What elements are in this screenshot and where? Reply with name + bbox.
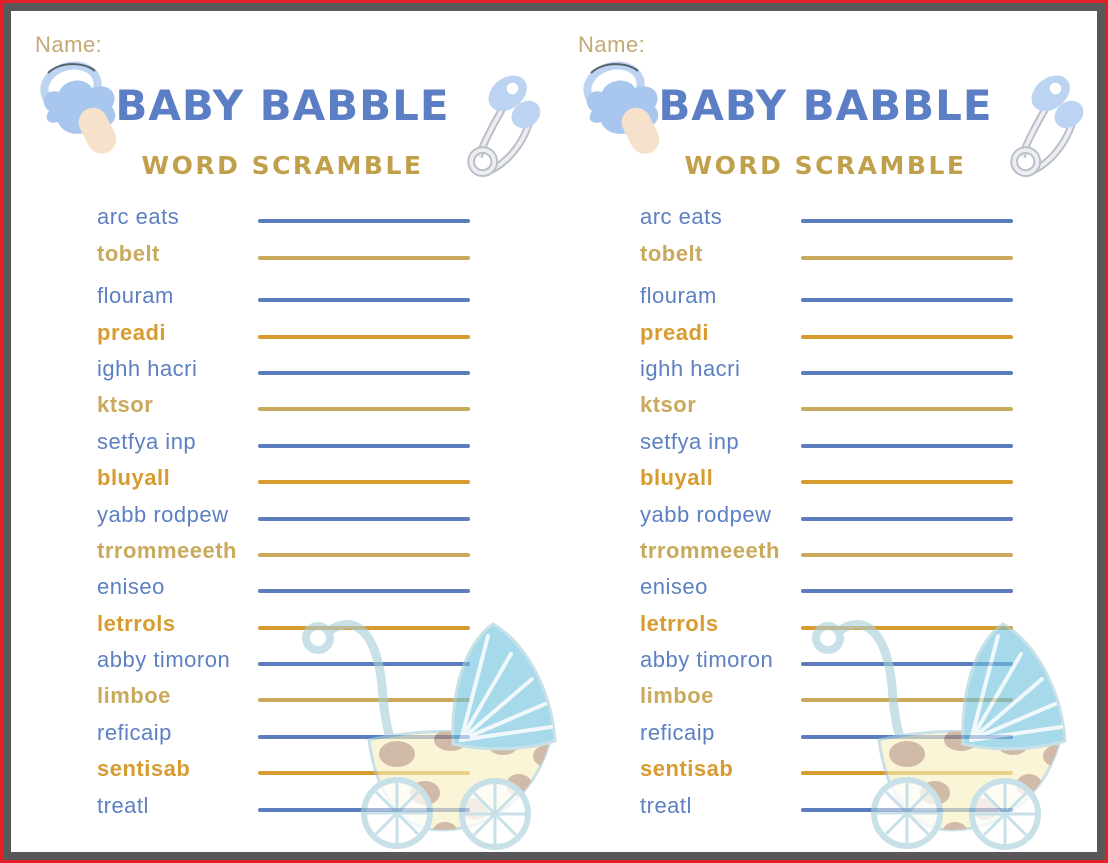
safety-pin-icon: [993, 69, 1093, 183]
answer-line: [258, 735, 470, 739]
answer-line: [801, 553, 1013, 557]
answer-line: [801, 298, 1013, 302]
word-row: [640, 349, 1013, 385]
word-row: [640, 640, 1013, 676]
word-row: [640, 385, 1013, 421]
answer-line: [801, 771, 1013, 775]
scrambled-word: ktsor: [97, 392, 154, 418]
word-list: [640, 197, 1013, 822]
answer-line: [258, 698, 470, 702]
word-row: [640, 567, 1013, 603]
scrambled-word: treatl: [97, 792, 149, 818]
word-list: [97, 197, 470, 822]
word-row: [640, 712, 1013, 748]
page-subtitle: WORD SCRAMBLE: [684, 151, 967, 180]
scrambled-word: ktsor: [640, 392, 697, 418]
word-row: [97, 531, 470, 567]
word-row: [640, 276, 1013, 312]
word-row: [640, 676, 1013, 712]
answer-line: [801, 219, 1013, 223]
word-row: [97, 712, 470, 748]
scrambled-word: flouram: [97, 283, 174, 309]
safety-pin-icon: [450, 69, 550, 183]
scrambled-word: eniseo: [97, 574, 165, 600]
name-label: Name:: [35, 32, 103, 57]
scrambled-word: limboe: [640, 683, 714, 709]
scrambled-word: tobelt: [640, 240, 703, 266]
answer-line: [258, 371, 470, 375]
answer-line: [801, 407, 1013, 411]
scrambled-word: abby timoron: [97, 647, 231, 673]
scrambled-word: trrommeeeth: [97, 537, 237, 563]
word-row: [97, 233, 470, 269]
answer-line: [801, 808, 1013, 812]
worksheet-panel-right: [554, 11, 1097, 852]
scrambled-word: reficaip: [97, 719, 172, 745]
scrambled-word: bluyall: [97, 465, 171, 491]
answer-line: [258, 553, 470, 557]
scrambled-word: ighh hacri: [640, 355, 741, 381]
scrambled-word: preadi: [640, 319, 710, 345]
answer-line: [801, 517, 1013, 521]
word-row: [640, 785, 1013, 821]
answer-line: [258, 298, 470, 302]
scrambled-word: reficaip: [640, 719, 715, 745]
scrambled-word: setfya inp: [97, 428, 197, 454]
scrambled-word: limboe: [97, 683, 171, 709]
scrambled-word: setfya inp: [640, 428, 740, 454]
page-subtitle: WORD SCRAMBLE: [141, 151, 424, 180]
word-row: [640, 603, 1013, 639]
answer-line: [258, 335, 470, 339]
answer-line: [258, 444, 470, 448]
scrambled-word: abby timoron: [640, 647, 774, 673]
word-row: [97, 494, 470, 530]
scrambled-word: arc eats: [97, 204, 180, 230]
scrambled-word: letrrols: [97, 610, 176, 636]
answer-line: [258, 219, 470, 223]
page-title: BABY BABBLE: [658, 81, 993, 130]
word-row: [97, 421, 470, 457]
worksheet-panel-left: [11, 11, 554, 852]
scrambled-word: bluyall: [640, 465, 714, 491]
answer-line: [801, 444, 1013, 448]
scrambled-word: ighh hacri: [97, 355, 198, 381]
scrambled-word: arc eats: [640, 204, 723, 230]
word-row: [97, 349, 470, 385]
answer-line: [801, 735, 1013, 739]
answer-line: [801, 698, 1013, 702]
word-row: [97, 749, 470, 785]
answer-line: [801, 371, 1013, 375]
word-row: [97, 676, 470, 712]
answer-line: [258, 256, 470, 260]
word-row: [97, 312, 470, 348]
scrambled-word: preadi: [97, 319, 167, 345]
answer-line: [801, 662, 1013, 666]
word-row: [97, 567, 470, 603]
answer-line: [258, 662, 470, 666]
answer-line: [258, 626, 470, 630]
word-row: [640, 421, 1013, 457]
word-row: [97, 276, 470, 312]
scrambled-word: yabb rodpew: [640, 501, 772, 527]
answer-line: [801, 589, 1013, 593]
scrambled-word: treatl: [640, 792, 692, 818]
scrambled-word: eniseo: [640, 574, 708, 600]
answer-line: [801, 626, 1013, 630]
word-row: [97, 785, 470, 821]
scrambled-word: trrommeeeth: [640, 537, 780, 563]
word-row: [97, 385, 470, 421]
answer-line: [258, 808, 470, 812]
scrambled-word: letrrols: [640, 610, 719, 636]
scrambled-word: yabb rodpew: [97, 501, 229, 527]
word-row: [97, 640, 470, 676]
word-row: [640, 749, 1013, 785]
worksheet-inner: [3, 3, 1105, 860]
scrambled-word: sentisab: [640, 756, 734, 782]
answer-line: [801, 480, 1013, 484]
answer-line: [258, 589, 470, 593]
answer-line: [801, 335, 1013, 339]
word-row: [640, 531, 1013, 567]
word-row: [640, 458, 1013, 494]
name-label: Name:: [578, 32, 646, 57]
answer-line: [258, 771, 470, 775]
word-row: [640, 197, 1013, 233]
word-row: [97, 603, 470, 639]
answer-line: [258, 517, 470, 521]
scrambled-word: flouram: [640, 283, 717, 309]
word-row: [97, 458, 470, 494]
answer-line: [801, 256, 1013, 260]
scrambled-word: tobelt: [97, 240, 160, 266]
word-row: [640, 233, 1013, 269]
page-title: BABY BABBLE: [115, 81, 450, 130]
answer-line: [258, 407, 470, 411]
word-row: [97, 197, 470, 233]
answer-line: [258, 480, 470, 484]
word-row: [640, 312, 1013, 348]
word-row: [640, 494, 1013, 530]
scrambled-word: sentisab: [97, 756, 191, 782]
